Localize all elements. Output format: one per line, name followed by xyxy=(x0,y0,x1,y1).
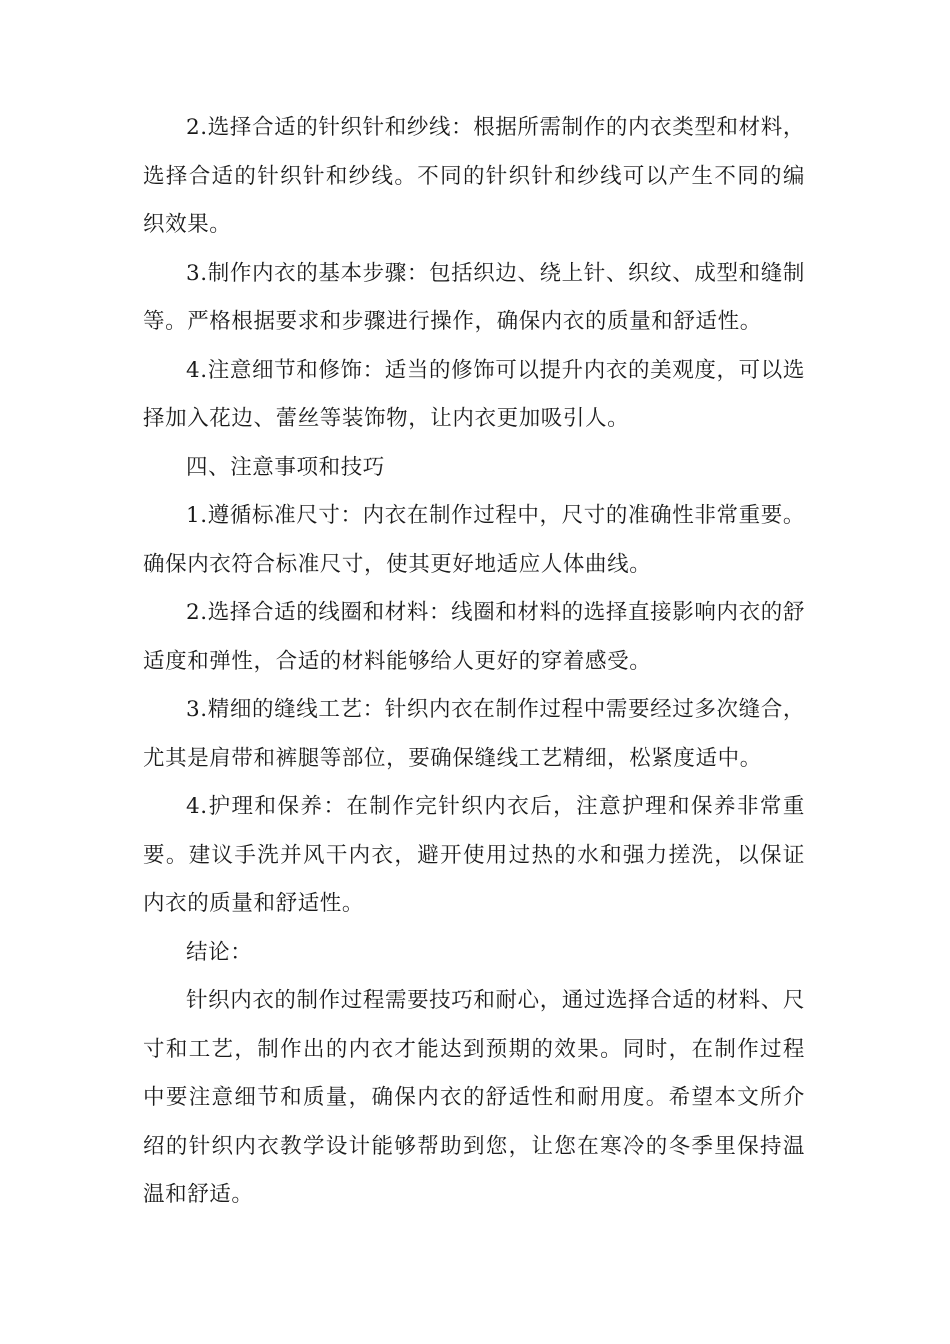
document-body xyxy=(143,104,805,1220)
paragraph-basic-steps: 3.制作内衣的基本步骤：包括织边、绕上针、织纹、成型和缝制等。严格根据要求和步骤进行操作，确保内衣的质量和舒适性。 xyxy=(143,260,805,334)
section-heading-notes-tips: 四、注意事项和技巧 xyxy=(186,454,385,480)
paragraph-sewing-craft: 3.精细的缝线工艺：针织内衣在制作过程中需要经过多次缝合，尤其是肩带和裤腿等部位，要确保缝线工艺精细，松紧度适中。 xyxy=(143,697,805,771)
paragraph-standard-size: 1.遵循标准尺寸：内衣在制作过程中，尺寸的准确性非常重要。确保内衣符合标准尺寸，使其更好地适应人体曲线。 xyxy=(143,503,805,577)
paragraph-care-maintenance: 4.护理和保养：在制作完针织内衣后，注意护理和保养非常重要。建议手洗并风干内衣，避开使用过热的水和强力搓洗，以保证内衣的质量和舒适性。 xyxy=(143,794,805,916)
paragraph-details-decoration: 4.注意细节和修饰：适当的修饰可以提升内衣的美观度，可以选择加入花边、蕾丝等装饰物，让内衣更加吸引人。 xyxy=(143,357,805,431)
section-heading-conclusion: 结论： xyxy=(186,939,253,965)
paragraph-conclusion-body: 针织内衣的制作过程需要技巧和耐心，通过选择合适的材料、尺寸和工艺，制作出的内衣才能达到预期的效果。同时，在制作过程中要注意细节和质量，确保内衣的舒适性和耐用度。希望本文所介绍的针织内衣教学设计能够帮助到您，让您在寒冷的冬季里保持温温和舒适。 xyxy=(143,988,805,1207)
paragraph-stitch-material: 2.选择合适的线圈和材料：线圈和材料的选择直接影响内衣的舒适度和弹性，合适的材料能够给人更好的穿着感受。 xyxy=(143,600,805,674)
paragraph-choose-needles-yarn: 2.选择合适的针织针和纱线：根据所需制作的内衣类型和材料，选择合适的针织针和纱线。不同的针织针和纱线可以产生不同的编织效果。 xyxy=(143,115,805,237)
